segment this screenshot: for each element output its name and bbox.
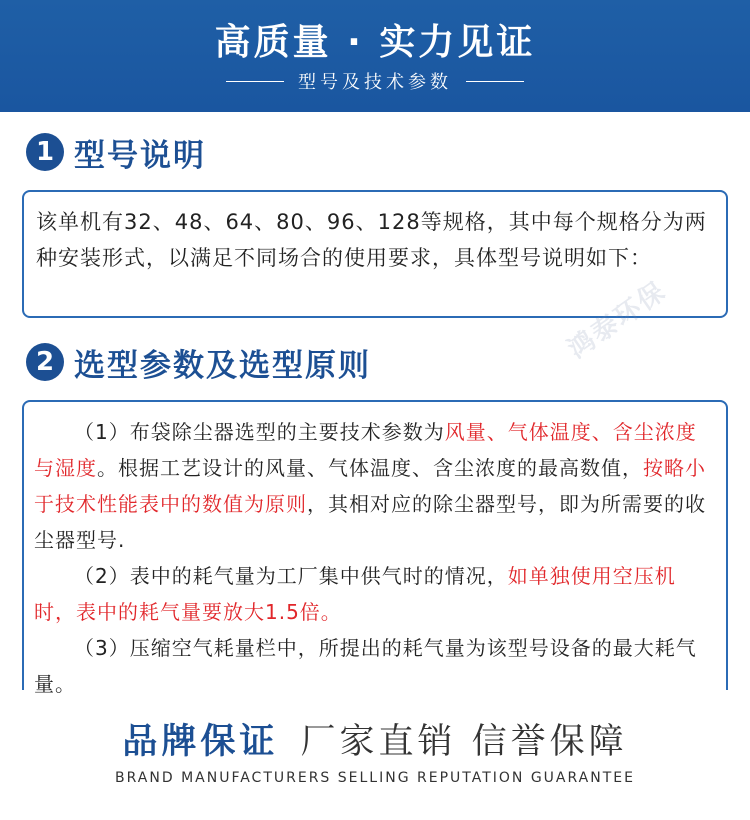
- principle-paragraph-3: （3）压缩空气耗量栏中，所提出的耗气量为该型号设备的最大耗气量。: [34, 636, 697, 696]
- divider-right: [466, 81, 524, 82]
- p1-highlight-d: 按略小于技术性能表中的数值为原则: [34, 456, 706, 516]
- selection-principles-box: [22, 400, 728, 696]
- footer-slogan: [0, 714, 750, 764]
- watermark-logo: 鸿泰环保: [562, 276, 672, 365]
- section-1-heading: [26, 130, 206, 174]
- model-description-text: 该单机有32、48、64、80、96、128等规格，其中每个规格分为两种安装形式，以满足不同场合的使用要求，具体型号说明如下：: [36, 210, 707, 270]
- principle-paragraph-2: [34, 558, 716, 630]
- divider-left: [226, 81, 284, 82]
- section-1-number-badge: 1: [26, 133, 64, 171]
- p2-text-a: （2）表中的耗气量为工厂集中供气时的情况，: [74, 564, 508, 588]
- section-2-title: 选型参数及选型原则: [74, 347, 371, 384]
- header-subtitle-row: [0, 68, 750, 94]
- p1-highlight-b: 风量、气体温度、含尘浓度与湿度: [34, 420, 697, 480]
- section-2-heading: [26, 340, 371, 384]
- header-title: 高质量 · 实力见证: [214, 22, 536, 63]
- footer-slogan-english: BRAND MANUFACTURERS SELLING REPUTATION GUARANTEE: [115, 770, 635, 786]
- p1-text-c: 。根据工艺设计的风量、气体温度、含尘浓度的最高数值，: [97, 456, 643, 480]
- header-subtitle: 型号及技术参数: [298, 72, 452, 93]
- p1-text-a: （1）布袋除尘器选型的主要技术参数为: [74, 420, 445, 444]
- slogan-brand-guarantee: 品牌保证: [122, 722, 279, 762]
- principle-paragraph-1: [34, 414, 716, 558]
- p1-text-e: ，其相对应的除尘器型号，即为所需要的收尘器型号.: [34, 492, 706, 552]
- p2-highlight-b: 如单独使用空压机时，表中的耗气量要放大1.5倍。: [34, 564, 676, 624]
- section-2-number-badge: 2: [26, 343, 64, 381]
- header-banner: [0, 0, 750, 112]
- slogan-factory-direct: 厂家直销 信誉保障: [300, 722, 628, 762]
- section-1-title: 型号说明: [74, 137, 206, 174]
